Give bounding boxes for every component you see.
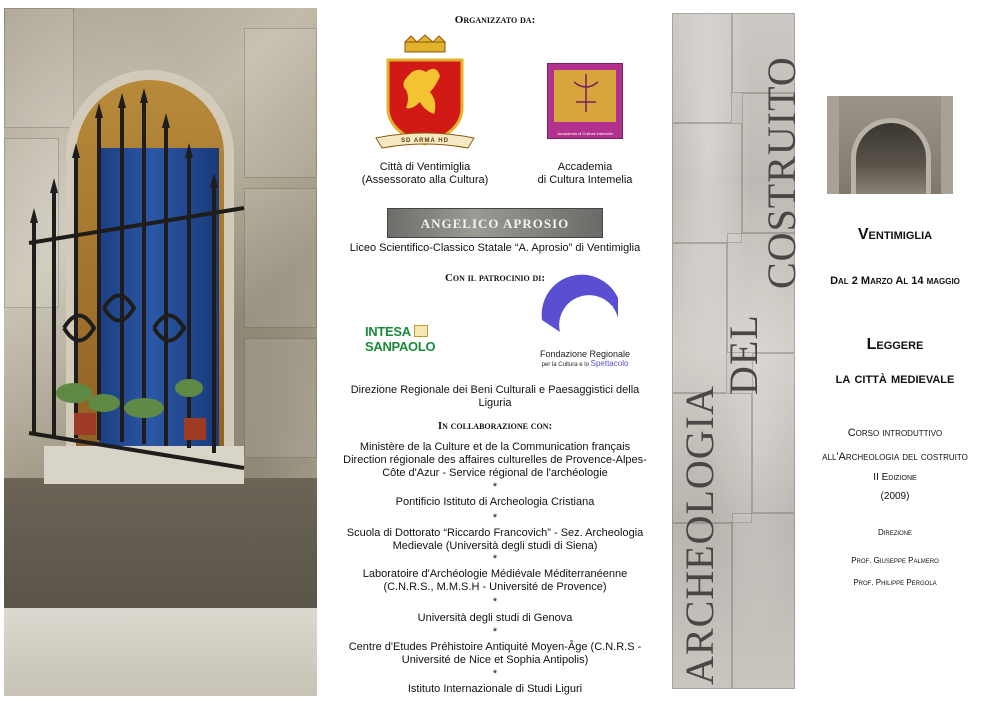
iron-grille-illustration: [4, 8, 317, 696]
accademia-logo-caption: Accademia di Cultura Intemelia: [557, 131, 613, 136]
ventimiglia-crest-icon: [370, 40, 480, 152]
collaborator-item: Università degli studi di Genova: [417, 612, 573, 624]
vertical-title-costruito: COSTRUITO: [759, 56, 804, 289]
collaborator-item: Scuola di Dottorato “Riccardo Francovich” - Sez. Archeologia Medievale (Università degli studi di Siena): [346, 527, 644, 552]
city-title: Ventimiglia: [857, 226, 933, 243]
separator-asterisk: *: [492, 626, 498, 638]
window-grille-photo: [4, 8, 317, 696]
stone-title-band: [672, 13, 804, 689]
separator-asterisk: *: [492, 512, 498, 524]
direction-label: Direzione: [877, 528, 913, 537]
date-range: Dal 2 Marzo Al 14 maggio: [830, 275, 960, 287]
liguria-badge: LIGURIA: [608, 305, 618, 327]
organizer-accademia: Accademia di Cultura Intemelia: [537, 161, 633, 186]
separator-asterisk: *: [492, 668, 498, 680]
liguria-arc-logo: [538, 290, 623, 345]
course-line1: Corso introduttivo: [847, 427, 943, 439]
organized-by-heading: Organizzato da:: [454, 14, 536, 26]
collaborator-item: Istituto Internazionale di Studi Liguri: [407, 683, 583, 695]
archway-photo: [827, 96, 953, 194]
accademia-logo: [547, 63, 623, 139]
intesa-sanpaolo-logo: INTESASANPAOLO: [365, 324, 436, 354]
patronage-heading: Con il patrocinio di:: [444, 272, 545, 284]
collaborator-item: Pontificio Istituto di Archeologia Cristiana: [395, 496, 595, 508]
liguria-foundation-name: Fondazione Regionale per la Cultura e lo Spettacolo: [539, 349, 631, 368]
year: (2009): [880, 491, 910, 502]
intesa-mark-icon: [414, 325, 428, 337]
course-line2: all'Archeologia del costruito: [822, 451, 968, 463]
school-name: Liceo Scientifico-Classico Statale “A. Aprosio” di Ventimiglia: [349, 242, 641, 254]
collaboration-heading: In collaborazione con:: [437, 420, 553, 432]
separator-asterisk: *: [492, 553, 498, 565]
collaborator-item: Laboratoire d'Archéologie Médiévale Méditerranéenne (C.N.R.S., M.M.S.H - Université de Provence): [362, 568, 628, 593]
organizers-column: [330, 0, 660, 701]
director-palmero: Prof. Giuseppe Palmero: [851, 556, 939, 565]
edition: II Edizione: [873, 472, 917, 483]
crest-motto: SD ARMA HD: [401, 138, 449, 144]
quill-emblem-icon: [568, 72, 604, 116]
separator-asterisk: *: [492, 596, 498, 608]
vertical-title-del: DEL: [721, 314, 766, 395]
organizer-city: Città di Ventimiglia (Assessorato alla Cultura): [361, 161, 489, 186]
separator-asterisk: *: [492, 481, 498, 493]
headline-leggere: Leggere: [866, 336, 924, 353]
director-pergola: Prof. Philippe Pergola: [853, 578, 937, 587]
collaborator-item: Ministère de la Culture et de la Communication français Direction régionale des affaires culturelles de Provence-Alpes-Côte d'Azur - Service régional de l'archéologie: [343, 441, 647, 479]
collaborator-item: Centre d'Etudes Préhistoire Antiquité Moyen-Âge (C.N.R.S - Université de Nice et Sophia Antipolis): [348, 641, 642, 666]
direzione-regionale: Direzione Regionale dei Beni Culturali e Paesaggistici della Liguria: [350, 384, 640, 409]
headline-citta-medievale: la città medievale: [835, 370, 955, 387]
aprosio-logo: ANGELICO APROSIO: [387, 208, 603, 238]
course-info-column: [800, 0, 990, 701]
vertical-title-archeologia: ARCHEOLOGIA: [677, 385, 722, 685]
